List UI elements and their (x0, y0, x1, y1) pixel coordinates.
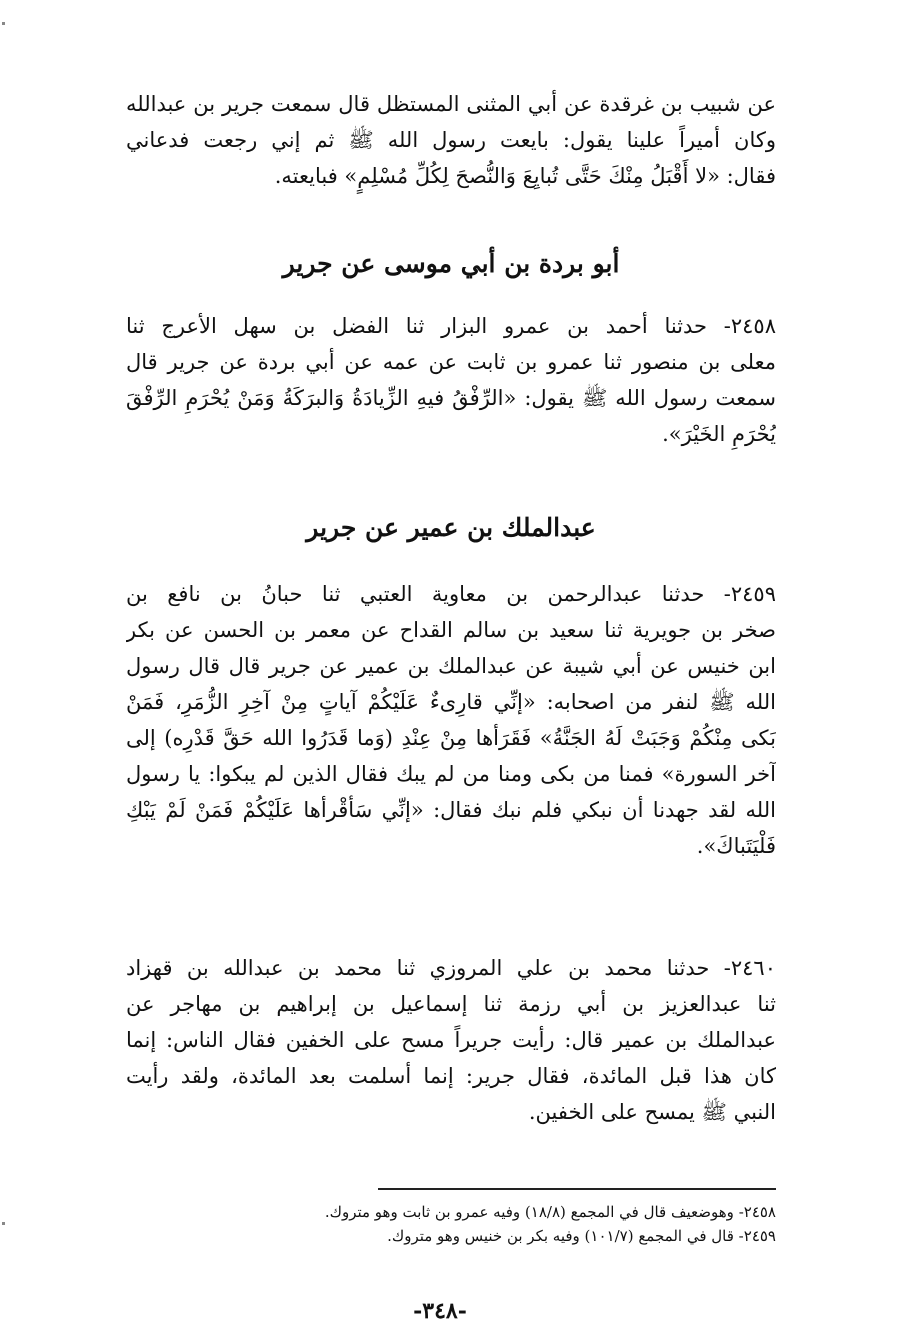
hadith-continuation (126, 86, 776, 194)
text-line: سمعت رسول الله ﷺ يقول: «الرِّفْقُ فيهِ الزِّيادَةُ وَالبرَكَةُ وَمَنْ يُحْرَمِ الرِّفْقَ (126, 386, 776, 410)
text-line: الله لقد جهدنا أن نبكي فلم نبك فقال: «إنِّي سَأقْرأها عَلَيْكُمْ فَمَنْ لَمْ يَبْكِ (126, 798, 776, 822)
hadith-2460 (126, 950, 776, 1130)
text-line: بَكى مِنْكُمْ وَجَبَتْ لَهُ الجَنَّةُ» فَقَرَأها مِنْ عِنْدِ (وَما قَدَرُوا الله حَقَّ قَدْرِه) إلى (126, 726, 776, 750)
text-line: النبي ﷺ يمسح على الخفين. (528, 1100, 776, 1124)
footnote-2458: ٢٤٥٨- وهوضعيف قال في المجمع (١٨/٨) وفيه عمرو بن ثابت وهو متروك. (324, 1203, 776, 1221)
text-line: ٢٤٦٠- حدثنا محمد بن علي المروزي ثنا محمد بن عبدالله بن قهزاد (126, 956, 776, 980)
page-number: -٣٤٨- (413, 1298, 467, 1324)
text-line: يُحْرَمِ الخَيْرَ». (662, 422, 776, 446)
text-line: فقال: «لا أَقْبَلُ مِنْكَ حَتَّى تُبايِعَ وَالنُّصحَ لِكُلِّ مُسْلِمٍ» فبايعته. (274, 164, 776, 188)
scan-speck (2, 22, 5, 25)
text-line: كان هذا قبل المائدة، فقال جرير: إنما أسلمت بعد المائدة، ولقد رأيت (126, 1064, 776, 1088)
footnotes (200, 1200, 776, 1248)
hadith-2459 (126, 576, 776, 864)
text-line: فَلْيَتَباكَ». (696, 834, 776, 858)
text-line: ابن خنيس عن أبي شيبة عن عبدالملك بن عمير عن جرير قال قال رسول (126, 654, 776, 678)
text-line: ٢٤٥٨- حدثنا أحمد بن عمرو البزار ثنا الفضل بن سهل الأعرج ثنا (126, 314, 776, 338)
hadith-2458 (126, 308, 776, 452)
text-line: عن شبيب بن غرقدة عن أبي المثنى المستظل قال سمعت جرير بن عبدالله (126, 92, 776, 116)
text-line: صخر بن جويرية ثنا سعيد بن سالم القداح عن معمر بن الحسن عن بكر (126, 618, 776, 642)
text-line: آخر السورة» فمنا من بكى ومنا من لم يبك فقال الذين لم يبكوا: يا رسول (126, 762, 776, 786)
footnote-divider (378, 1188, 776, 1190)
scan-speck (2, 1222, 5, 1225)
section-heading-abu-burda: أبو بردة بن أبي موسى عن جرير (282, 249, 620, 278)
text-line: ثنا عبدالعزيز بن أبي رزمة ثنا إسماعيل بن إبراهيم بن مهاجر عن (126, 992, 776, 1016)
text-line: ٢٤٥٩- حدثنا عبدالرحمن بن معاوية العتبي ثنا حبانُ بن نافع بن (126, 582, 776, 606)
section-heading-abdulmalik: عبدالملك بن عمير عن جرير (306, 513, 596, 542)
text-line: عبدالملك بن عمير قال: رأيت جريراً مسح على الخفين فقال الناس: إنما (126, 1028, 776, 1052)
footnote-2459: ٢٤٥٩- قال في المجمع (١٠١/٧) وفيه بكر بن خنيس وهو متروك. (387, 1227, 776, 1245)
text-line: وكان أميراً علينا يقول: بايعت رسول الله ﷺ ثم إني رجعت فدعاني (126, 128, 776, 152)
text-line: معلى بن منصور ثنا عمرو بن ثابت عن عمه عن أبي بردة عن جرير قال (126, 350, 776, 374)
text-line: الله ﷺ لنفر من اصحابه: «إنِّي قارِىءٌ عَلَيْكُمْ آياتٍ مِنْ آخِرِ الزُّمَرِ، فَمَنْ (126, 690, 776, 714)
